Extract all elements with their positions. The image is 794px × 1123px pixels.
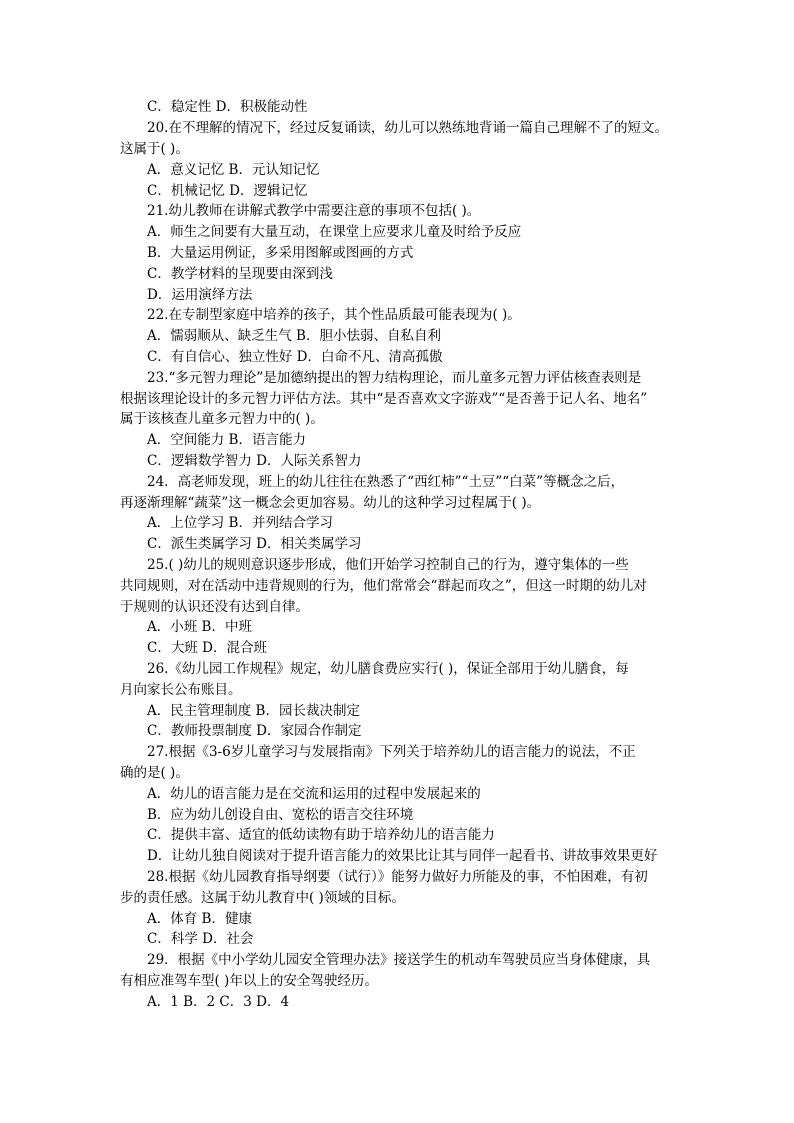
text-line: C．稳定性 D．积极能动性 bbox=[147, 99, 308, 115]
option-line: C．机械记忆 D．逻辑记忆 bbox=[147, 183, 308, 199]
option-line: C．有自信心、独立性好 D．白命不凡、清高孤傲 bbox=[147, 349, 443, 365]
option-line: A．上位学习 B．并列结合学习 bbox=[147, 515, 333, 531]
option-line: A．体育 B．健康 bbox=[147, 911, 252, 927]
text-line: 这属于( )。 bbox=[120, 141, 189, 157]
option-line: A．1 B．2 C．3 D．4 bbox=[147, 994, 290, 1010]
option-line: C．逻辑数学智力 D．人际关系智力 bbox=[147, 453, 362, 469]
option-line: A．懦弱顺从、缺乏生气 B．胆小怯弱、自私自利 bbox=[147, 328, 441, 344]
text-line: 属于该核查儿童多元智力中的( )。 bbox=[120, 411, 324, 427]
text-line: 根据该理论设计的多元智力评估方法。其中“是否喜欢文字游戏”“是否善于记人名、地名” bbox=[120, 391, 648, 407]
text-line: 再逐渐理解“蔬菜”这一概念会更加容易。幼儿的这种学习过程属于( )。 bbox=[120, 495, 541, 511]
option-line: D．让幼儿独自阅读对于提升语言能力的效果比让其与同伴一起看书、讲故事效果更好 bbox=[147, 848, 658, 864]
question-24: 24．高老师发现，班上的幼儿往往在熟悉了“西红柿”“土豆”“白菜”等概念之后， bbox=[147, 474, 625, 490]
text-line: 月向家长公布账目。 bbox=[120, 682, 242, 698]
question-28: 28.根据《幼儿园教育指导纲要（试行）》能努力做好力所能及的事，不怕困难，有初 bbox=[147, 869, 648, 885]
question-29: 29．根据《中小学幼儿园安全管理办法》接送学生的机动车驾驶员应当身体健康，具 bbox=[147, 952, 651, 968]
text-line: 有相应准驾车型( )年以上的安全驾驶经历。 bbox=[120, 973, 378, 989]
option-line: C．科学 D．社会 bbox=[147, 931, 254, 947]
question-26: 26.《幼儿园工作规程》规定，幼儿膳食费应实行( )，保证全部用于幼儿膳食，每 bbox=[147, 661, 629, 677]
question-22: 22.在专制型家庭中培养的孩子，其个性品质最可能表现为( )。 bbox=[147, 307, 521, 323]
option-line: C．派生类属学习 D．相关类属学习 bbox=[147, 536, 362, 552]
option-line: C．教学材料的呈现要由深到浅 bbox=[147, 266, 333, 282]
question-23: 23.“多元智力理论”是加德纳提出的智力结构理论，而儿童多元智力评估核查表则是 bbox=[147, 370, 642, 386]
option-line: A．民主管理制度 B．园长裁决制定 bbox=[147, 703, 360, 719]
option-line: A．小班 B．中班 bbox=[147, 619, 252, 635]
text-line: 于规则的认识还没有达到自律。 bbox=[120, 599, 309, 615]
option-line: A．意义记忆 B．元认知记忆 bbox=[147, 162, 320, 178]
question-20: 20.在不理解的情况下，经过反复诵读，幼儿可以熟练地背诵一篇自己理解不了的短文。 bbox=[147, 120, 668, 136]
text-line: 步的责任感。这属于幼儿教育中( )领域的目标。 bbox=[120, 890, 405, 906]
text-line: 确的是( )。 bbox=[120, 765, 189, 781]
option-line: C．提供丰富、适宜的低幼读物有助于培养幼儿的语言能力 bbox=[147, 827, 495, 843]
option-line: B．大量运用例证，多采用图解或图画的方式 bbox=[147, 245, 414, 261]
option-line: C．教师投票制度 D．家园合作制定 bbox=[147, 723, 362, 739]
text-line: 共同规则，对在活动中违背规则的行为，他们常常会“群起而攻之”，但这一时期的幼儿对 bbox=[120, 578, 647, 594]
option-line: A．空间能力 B．语言能力 bbox=[147, 432, 306, 448]
option-line: C．大班 D．混合班 bbox=[147, 640, 267, 656]
question-25: 25.( )幼儿的规则意识逐步形成，他们开始学习控制自己的行为，遵守集体的一些 bbox=[147, 557, 629, 573]
question-27: 27.根据《3-6岁儿童学习与发展指南》下列关于培养幼儿的语言能力的说法，不正 bbox=[147, 744, 636, 760]
option-line: A．幼儿的语言能力是在交流和运用的过程中发展起来的 bbox=[147, 786, 481, 802]
option-line: B．应为幼儿创设自由、宽松的语言交往环境 bbox=[147, 807, 414, 823]
question-21: 21.幼儿教师在讲解式教学中需要注意的事项不包括( )。 bbox=[147, 203, 481, 219]
option-line: A．师生之间要有大量互动，在课堂上应要求儿童及时给予反应 bbox=[147, 224, 522, 240]
option-line: D．运用演绎方法 bbox=[147, 287, 253, 303]
